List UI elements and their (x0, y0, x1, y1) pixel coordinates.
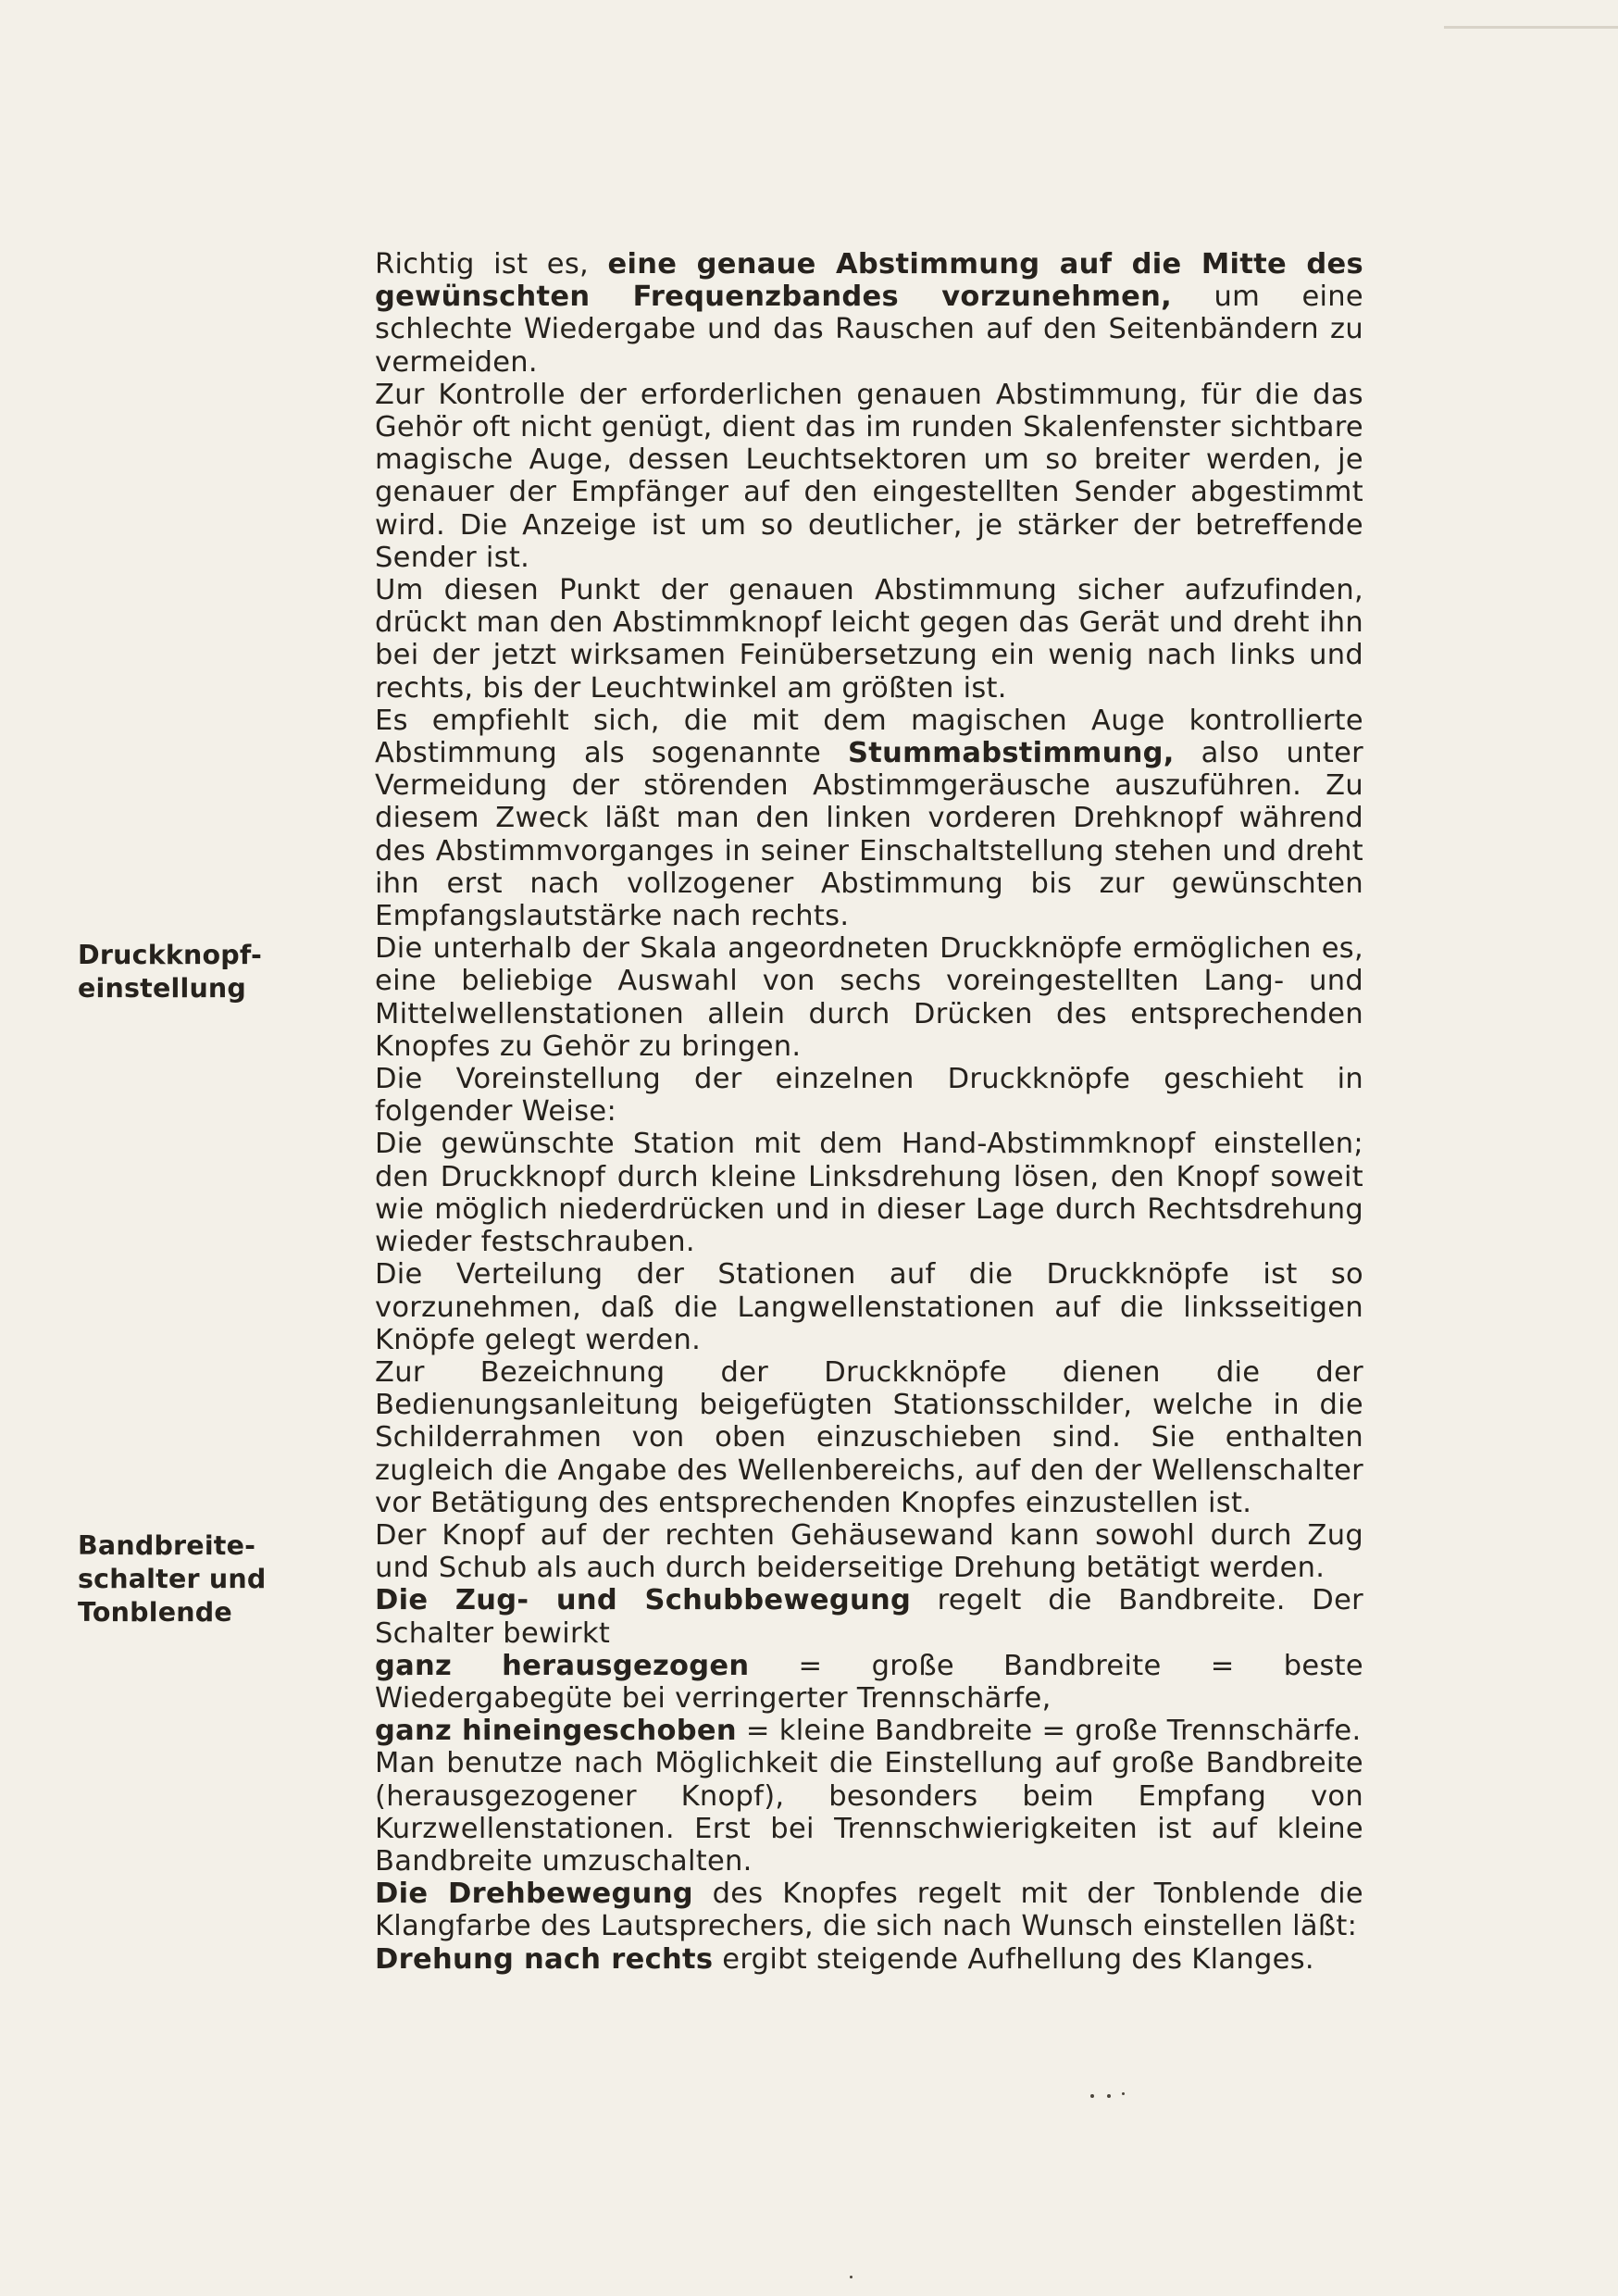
paragraph-punkt: Um diesen Punkt der genauen Abstimmung sicher aufzufinden, drückt man den Abstimmknopf leicht gegen das Gerät und dreht ihn bei der jetzt wirksamen Feinübersetzung ein wenig nach links und rechts, bis der Leuchtwinkel am größten ist. (375, 574, 1363, 705)
paragraph-herausgezogen (375, 1650, 1363, 1715)
emphasis-text: Drehung nach rechts (375, 1942, 714, 1976)
paper-speck (1107, 2094, 1111, 2098)
paragraph-bezeichnung: Zur Bezeichnung der Druckknöpfe dienen die der Bedienungsanleitung beigefügten Stationsschilder, welche in die Schilderrahmen von oben einzuschieben sind. Sie enthalten zugleich die Angabe des Wellenbereichs, auf den der Wellenschalter vor Betätigung des entsprechenden Knopfes einzustellen ist. (375, 1355, 1363, 1519)
paragraph-drehbewegung (375, 1878, 1363, 1942)
paper-speck (850, 2276, 853, 2278)
paragraph-empfehlung: Man benutze nach Möglichkeit die Einstellung auf große Bandbreite (herausgezogener Knopf), besonders beim Empfang von Kurzwellenstationen. Erst bei Trennschwierigkeiten ist auf kleine Bandbreite umzuschalten. (375, 1747, 1363, 1878)
emphasis-text: Stummabstimmung, (848, 737, 1175, 770)
margin-note-druckknopf (78, 939, 300, 1005)
paragraph-abstimmung (375, 248, 1363, 379)
paragraph-verteilung: Die Verteilung der Stationen auf die Druckknöpfe ist so vorzunehmen, daß die Langwellenstationen auf die linksseitigen Knöpfe gelegt werden. (375, 1258, 1363, 1356)
margin-note-line: Bandbreite- (78, 1530, 256, 1561)
text-run: ergibt steigende Aufhellung des Klanges. (713, 1942, 1314, 1976)
margin-note-bandbreite (78, 1529, 300, 1629)
paper-speck (1090, 2094, 1094, 2098)
text-run: des Knopfes regelt mit der Tonblende die Klangfarbe des Lautsprechers, die sich nach Wunsch einstellen läßt: (375, 1878, 1363, 1943)
emphasis-text: eine genaue Abstimmung auf die Mitte des gewünschten Frequenzbandes vorzunehmen, (375, 248, 1363, 314)
paragraph-station-einstellen: Die gewünschte Station mit dem Hand-Abstimmknopf einstellen; den Druckknopf durch kleine Linksdrehung lösen, den Knopf soweit wie möglich niederdrücken und in dieser Lage durch Rechtsdrehung wieder festschrauben. (375, 1128, 1363, 1259)
emphasis-text: Die Zug- und Schubbewegung (375, 1584, 912, 1617)
paragraph-knopf-gehaeusewand: Der Knopf auf der rechten Gehäusewand kann sowohl durch Zug und Schub als auch durch beiderseitige Drehung betätigt werden. (375, 1518, 1363, 1585)
paragraph-voreinstellung: Die Voreinstellung der einzelnen Druckknöpfe geschieht in folgender Weise: (375, 1063, 1363, 1129)
text-run: regelt die Bandbreite. Der Schalter bewirkt (375, 1584, 1363, 1650)
paragraph-druckknoepfe: Die unterhalb der Skala angeordneten Druckknöpfe ermöglichen es, eine beliebige Auswahl von sechs voreingestellten Lang- und Mittelwellenstationen allein durch Drücken des entsprechenden Knopfes zu Gehör zu bringen. (375, 932, 1363, 1063)
text-run: um eine schlechte Wiedergabe und das Rauschen auf den Seitenbändern zu vermeiden. (375, 281, 1363, 379)
text-run: also unter Vermeidung der störenden Abstimmgeräusche auszuführen. Zu diesem Zweck läßt man den linken vorderen Drehknopf während des Abstimmvorganges in seiner Einschaltstellung stehen und dreht ihn erst nach vollzogener Abstimmung bis zur gewünschten Empfangslautstärke nach rechts. (375, 737, 1363, 933)
paper-edge-strip (1444, 0, 1618, 29)
body-text (375, 248, 1363, 1976)
paragraph-drehung-rechts (375, 1943, 1363, 1976)
emphasis-text: ganz herausgezogen (375, 1649, 750, 1682)
margin-note-line: Tonblende (78, 1597, 232, 1628)
emphasis-text: Die Drehbewegung (375, 1878, 693, 1911)
emphasis-text: ganz hineingeschoben (375, 1715, 737, 1748)
text-run: = große Bandbreite = beste Wiedergabegüte bei verringerter Trennschärfe, (375, 1649, 1363, 1715)
text-run: Richtig ist es, (375, 248, 608, 281)
paragraph-kontrolle: Zur Kontrolle der erforderlichen genauen Abstimmung, für die das Gehör oft nicht genügt, dient das im runden Skalenfenster sichtbare magische Auge, dessen Leuchtsektoren um so breiter werden, je genauer der Empfänger auf den eingestellten Sender abgestimmt wird. Die Anzeige ist um so deutlicher, je stärker der betreffende Sender ist. (375, 378, 1363, 574)
paper-speck (1122, 2092, 1125, 2095)
margin-note-line: schalter und (78, 1564, 267, 1594)
paragraph-zug-schub (375, 1584, 1363, 1649)
text-run: Es empfiehlt sich, die mit dem magischen Auge kontrollierte Abstimmung als sogenannte (375, 704, 1363, 770)
margin-note-line: einstellung (78, 973, 247, 1004)
text-run: = kleine Bandbreite = große Trennschärfe. (736, 1715, 1362, 1748)
paragraph-hineingeschoben (375, 1715, 1363, 1747)
paragraph-stummabstimmung (375, 705, 1363, 932)
margin-note-line: Druckknopf- (78, 940, 263, 970)
